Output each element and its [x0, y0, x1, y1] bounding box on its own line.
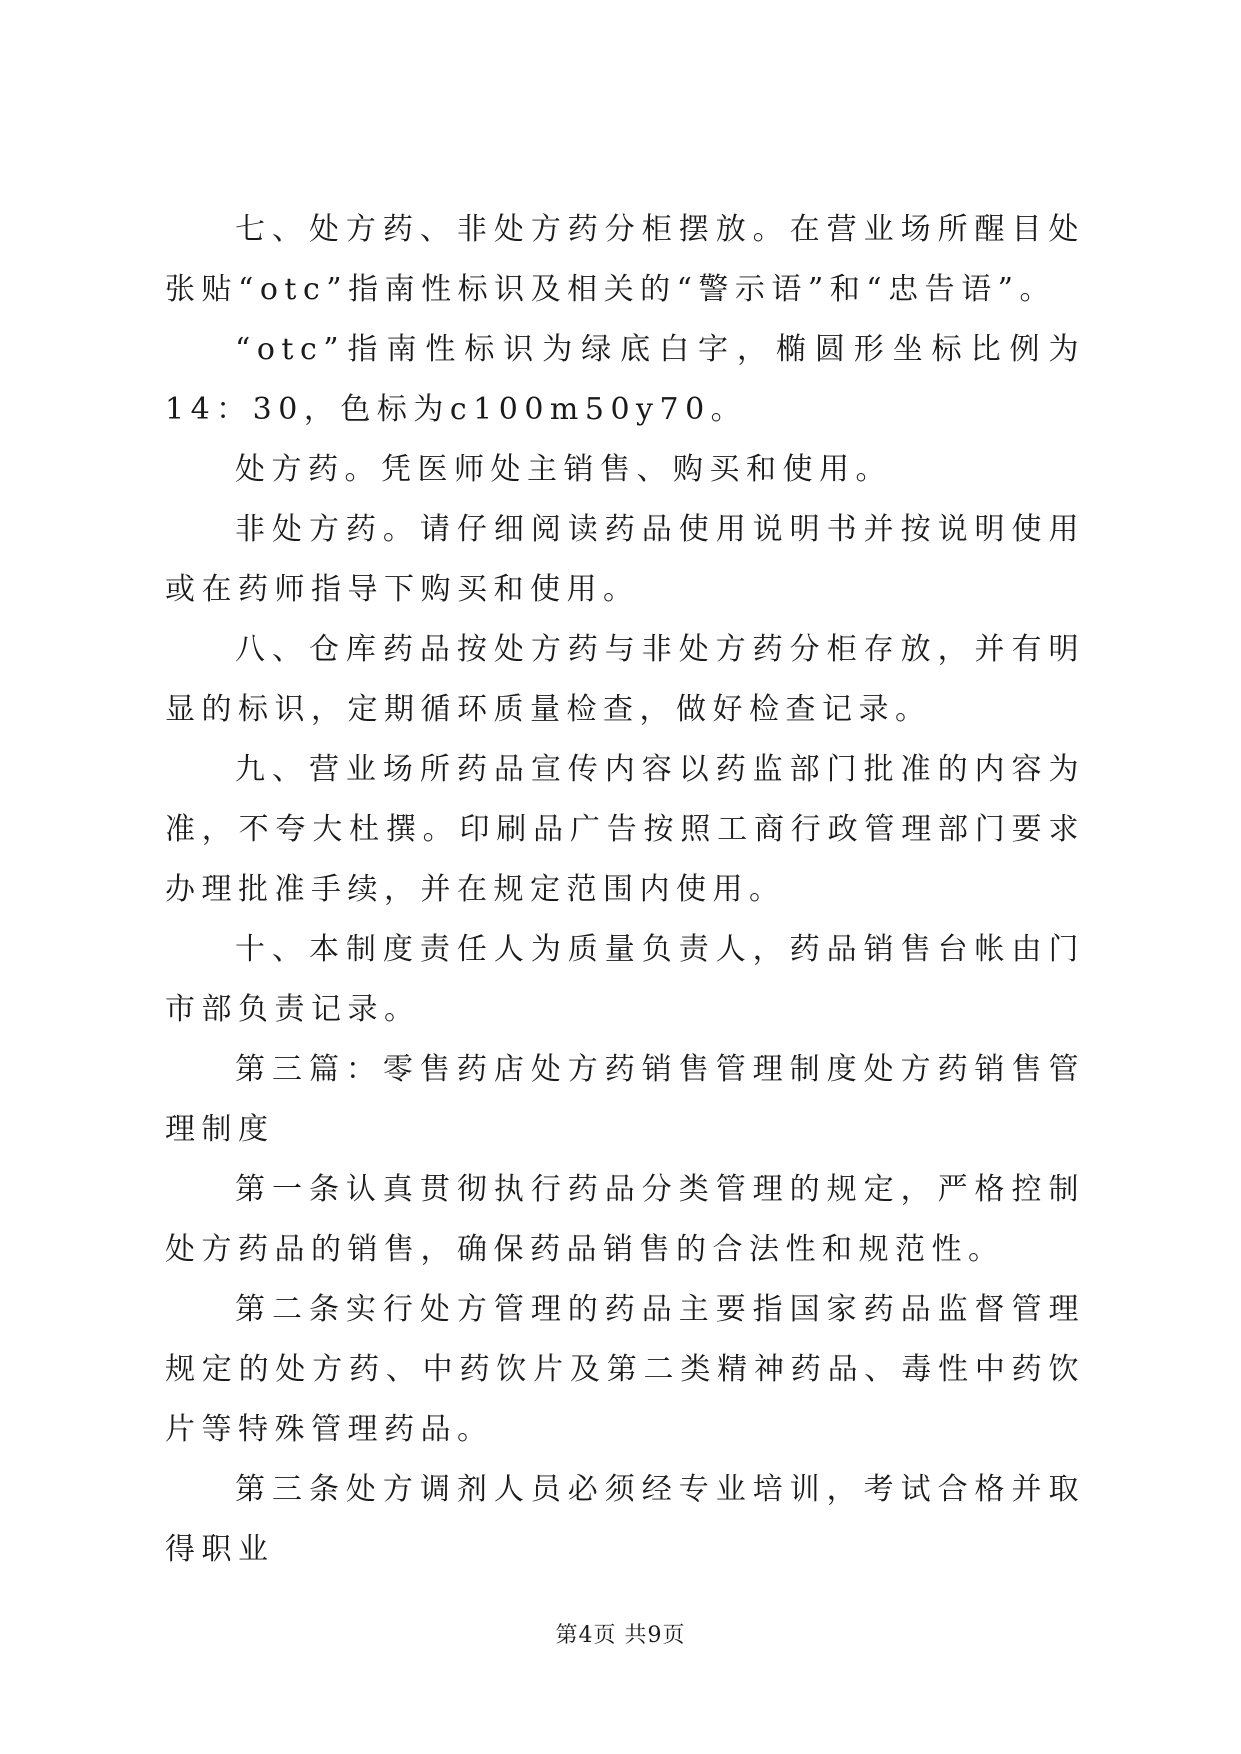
paragraph-section-8: 八、仓库药品按处方药与非处方药分柜存放，并有明显的标识，定期循环质量检查，做好检查记录。: [165, 632, 1085, 727]
paragraph-article-1: 第一条认真贯彻执行药品分类管理的规定，严格控制处方药品的销售，确保药品销售的合法性和规范性。: [165, 1172, 1085, 1267]
paragraph-section-7: 七、处方药、非处方药分柜摆放。在营业场所醒目处张贴“otc”指南性标识及相关的“警示语”和“忠告语”。: [165, 212, 1085, 307]
paragraph-otc-drug: 非处方药。请仔细阅读药品使用说明书并按说明使用或在药师指导下购买和使用。: [165, 512, 1085, 607]
document-body: [165, 200, 1085, 1580]
paragraph-section-10: 十、本制度责任人为质量负责人，药品销售台帐由门市部负责记录。: [165, 932, 1085, 1027]
paragraph-article-2: 第二条实行处方管理的药品主要指国家药品监督管理规定的处方药、中药饮片及第二类精神药品、毒性中药饮片等特殊管理药品。: [165, 1292, 1085, 1447]
paragraph-article-3: 第三条处方调剂人员必须经专业培训，考试合格并取得职业: [165, 1472, 1085, 1567]
paragraph-otc-label-spec: “otc”指南性标识为绿底白字，椭圆形坐标比例为14：30，色标为c100m50y70。: [165, 332, 1085, 427]
paragraph-section-9: 九、营业场所药品宣传内容以药监部门批准的内容为准，不夸大杜撰。印刷品广告按照工商行政管理部门要求办理批准手续，并在规定范围内使用。: [165, 752, 1085, 907]
page-footer: 第4页 共9页: [555, 1623, 686, 1648]
paragraph-prescription-drug: 处方药。凭医师处主销售、购买和使用。: [235, 452, 892, 487]
chapter-heading: 第三篇：零售药店处方药销售管理制度处方药销售管理制度: [165, 1052, 1085, 1147]
